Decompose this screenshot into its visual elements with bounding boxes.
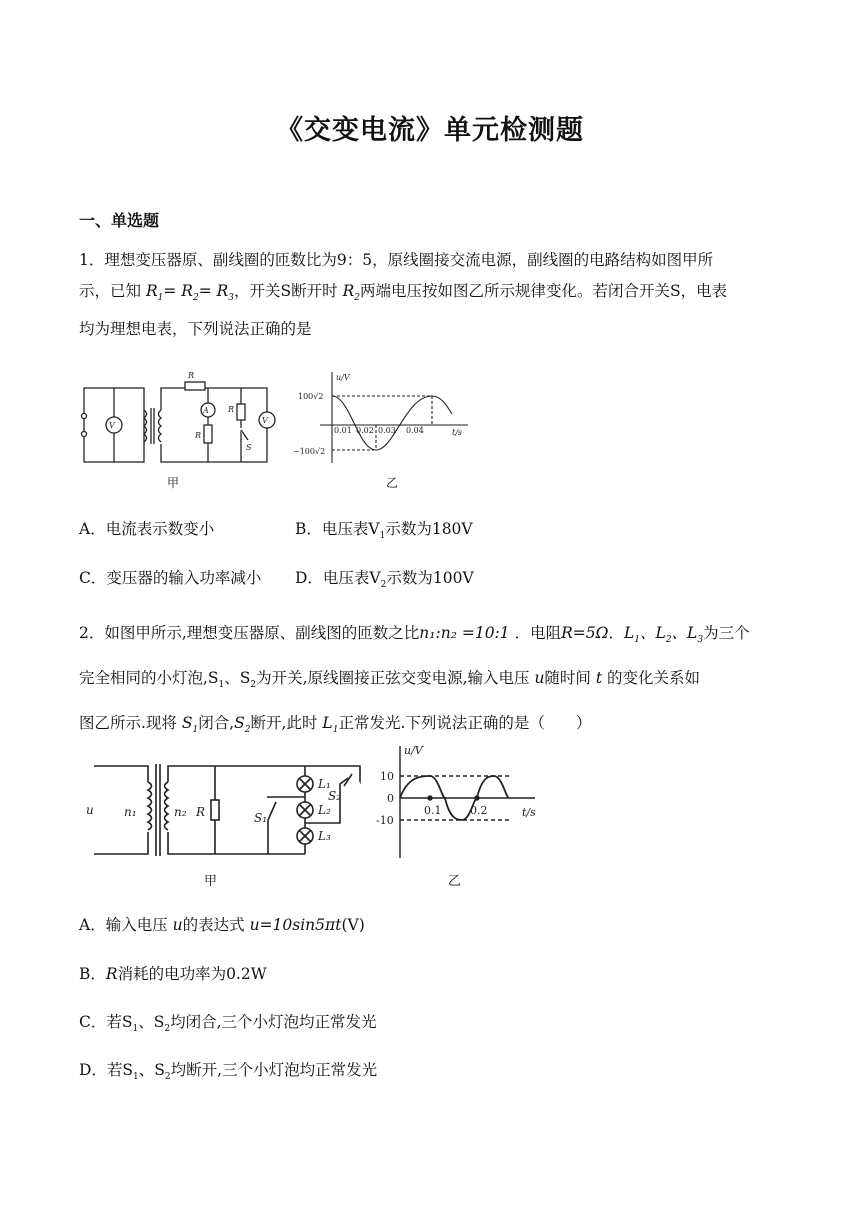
q1-fig-yi-caption: 乙 [386, 476, 399, 490]
svg-text:V: V [109, 421, 115, 430]
resistor-r3-icon [237, 404, 245, 420]
svg-text:A: A [203, 406, 209, 415]
secondary-coil-icon [165, 782, 169, 830]
option-text: 、S [138, 1061, 165, 1079]
svg-text:S₂: S₂ [328, 789, 342, 803]
voltage-expression: u=10sin5πt [249, 916, 342, 934]
svg-text:L₂: L₂ [318, 803, 331, 817]
option-text: 示数为100V [386, 569, 474, 587]
svg-text:R: R [196, 805, 206, 819]
q1-graph-tick: 0.01 [334, 426, 352, 435]
q2-fig-yi-caption: 乙 [448, 874, 462, 889]
r-symbol: R [105, 965, 118, 983]
q2-text: 正常发光.下列说法正确的是（ ） [338, 714, 592, 733]
option-text: 消耗的电功率为0.2W [117, 965, 267, 983]
r2-symbol: $R_2$ [342, 282, 360, 304]
svg-text:R: R [195, 431, 202, 440]
option-text: A．输入电压 [79, 916, 168, 934]
lamp-symbols: $L_1$、$L_2$、$L_3$ [623, 624, 704, 646]
q1-option-a: A．电流表示数变小 [79, 520, 215, 538]
option-text: 均断开,三个小灯泡均正常发光 [170, 1061, 378, 1079]
option-text: 均闭合,三个小灯泡均正常发光 [170, 1013, 377, 1031]
primary-coil-icon [148, 782, 152, 830]
svg-text:R: R [228, 405, 235, 414]
svg-text:u: u [86, 803, 94, 817]
resistance-value: R=5Ω [561, 624, 609, 642]
terminal-top [82, 414, 87, 419]
option-text: 、S [138, 1013, 165, 1031]
q1-line-3: 均为理想电表，下列说法正确的是 [79, 320, 312, 339]
q2-text: 、S [224, 669, 251, 688]
option-text: D．电压表V [295, 569, 381, 587]
voltage-curve [332, 396, 452, 450]
q2-circuit-figure [80, 760, 365, 870]
q2-option-d: D．若$S_1$、$S_2$均断开,三个小灯泡均正常发光 [79, 1061, 378, 1083]
q1-text: ，开关S断开时 [234, 282, 338, 300]
q2-graph-tick: 0.2 [470, 804, 488, 817]
q2-text: 为三个 [703, 624, 750, 642]
option-text: C．若S [79, 1013, 133, 1031]
q2-fig-jia-caption: 甲 [204, 874, 218, 889]
question-1 [79, 245, 795, 345]
u-symbol: u [534, 669, 545, 688]
question-2 [79, 614, 795, 749]
q1-text: 两端电压按如图乙所示规律变化。若闭合开关S，电表 [359, 282, 728, 300]
secondary-wire-top [168, 766, 360, 784]
q2-graph-ym10: -10 [376, 814, 394, 827]
q2-text: 随时间 [544, 669, 591, 688]
q2-graph-tick: 0.1 [424, 804, 442, 817]
turns-ratio: n₁:n₂ =10:1 [419, 624, 510, 642]
q2-graph-y10: 10 [380, 770, 394, 783]
primary-wire-bottom [94, 832, 148, 854]
q2-option-c: C．若$S_1$、$S_2$均闭合,三个小灯泡均正常发光 [79, 1013, 377, 1035]
option-text: B．电压表V [295, 520, 380, 538]
q2-option-a [79, 913, 365, 935]
secondary-wire-bottom [168, 832, 305, 854]
q2-text: 2．如图甲所示,理想变压器原、副线图的匝数之比 [79, 624, 420, 642]
q2-text: 完全相同的小灯泡,S [79, 669, 219, 688]
q1-option-d: D．电压表$V_2$示数为100V [295, 569, 474, 591]
svg-text:n₁: n₁ [124, 805, 137, 819]
resistor-r2-icon [204, 425, 212, 443]
q2-text: 闭合, [198, 714, 235, 733]
q1-line-2 [79, 276, 795, 314]
option-text: D．若S [79, 1061, 134, 1079]
svg-text:S: S [246, 443, 252, 452]
t-symbol: t [595, 669, 603, 688]
terminal-bottom [82, 432, 87, 437]
q1-graph-xlabel: t/s [452, 428, 463, 437]
primary-wire-top [94, 766, 148, 782]
q1-graph-tick: 0.03 [378, 426, 396, 435]
svg-text:L₁: L₁ [318, 777, 331, 791]
q2-text: 图乙所示.现将 [79, 714, 177, 733]
q1-graph-tick: 0.02 [356, 426, 374, 435]
option-text: (V) [341, 916, 365, 934]
q1-graph-ybot: −100√2 [293, 447, 326, 456]
q1-graph-ylabel: u/V [336, 373, 350, 382]
svg-text:L₃: L₃ [318, 829, 331, 843]
option-text: 的表达式 [182, 916, 245, 934]
svg-text:V: V [262, 416, 268, 425]
q1-graph-ytop: 100√2 [298, 392, 324, 401]
q1-graph-figure [290, 368, 480, 468]
page-title: 《交变电流》单元检测题 [276, 115, 584, 146]
switch-s1-icon [268, 802, 276, 820]
q1-option-b: B．电压表$V_1$示数为180V [295, 520, 473, 542]
q2-option-b: B．R消耗的电功率为0.2W [79, 965, 267, 983]
r-equality: $R_1= R_2= R_3$ [145, 282, 235, 304]
q2-graph-ylabel: u/V [404, 744, 423, 757]
q2-text: 断开,此时 [250, 714, 318, 733]
q1-text: 示，已知 [79, 282, 142, 300]
q2-line-1: 2．如图甲所示,理想变压器原、副线图的匝数之比n₁:n₂ =10:1 ．电阻R=5Ω．$L_1$、$L_2$、$L_3$为三个 [79, 624, 750, 646]
q2-text: 为开关,原线圈接正弦交变电源,输入电压 [256, 669, 530, 688]
svg-text:S₁: S₁ [254, 811, 268, 825]
secondary-coil-icon [159, 410, 162, 442]
q2-graph-y0: 0 [387, 792, 394, 805]
resistor-r1-icon [185, 382, 205, 390]
q1-option-c: C．变压器的输入功率减小 [79, 569, 262, 587]
resistor-r-icon [211, 800, 219, 820]
section-heading: 一、单选题 [79, 211, 160, 230]
l1-symbol: $L_1$ [322, 714, 339, 736]
u-symbol: u [172, 916, 183, 934]
q2-line-2: 完全相同的小灯泡$,S_1$、$S_2$为开关,原线圈接正弦交变电源,输入电压 u随时间 t 的变化关系如 [79, 669, 701, 691]
q2-text: ．电阻 [514, 624, 562, 642]
s1-symbol: $S_1$ [181, 714, 199, 736]
q1-fig-jia-caption: 甲 [167, 476, 180, 490]
svg-text:n₂: n₂ [174, 805, 187, 819]
s2-symbol: $S_2$ [234, 714, 251, 736]
q1-line-1: 1．理想变压器原、副线圈的匝数比为9：5，原线圈接交流电源，副线圈的电路结构如图甲所 [79, 251, 714, 269]
q1-graph-tick: 0.04 [406, 426, 424, 435]
option-text: 示数为180V [385, 520, 473, 538]
q2-graph-xlabel: t/s [522, 806, 536, 819]
q2-graph-figure [370, 740, 550, 870]
q2-text: 的变化关系如 [607, 669, 701, 688]
svg-text:R: R [188, 371, 195, 380]
